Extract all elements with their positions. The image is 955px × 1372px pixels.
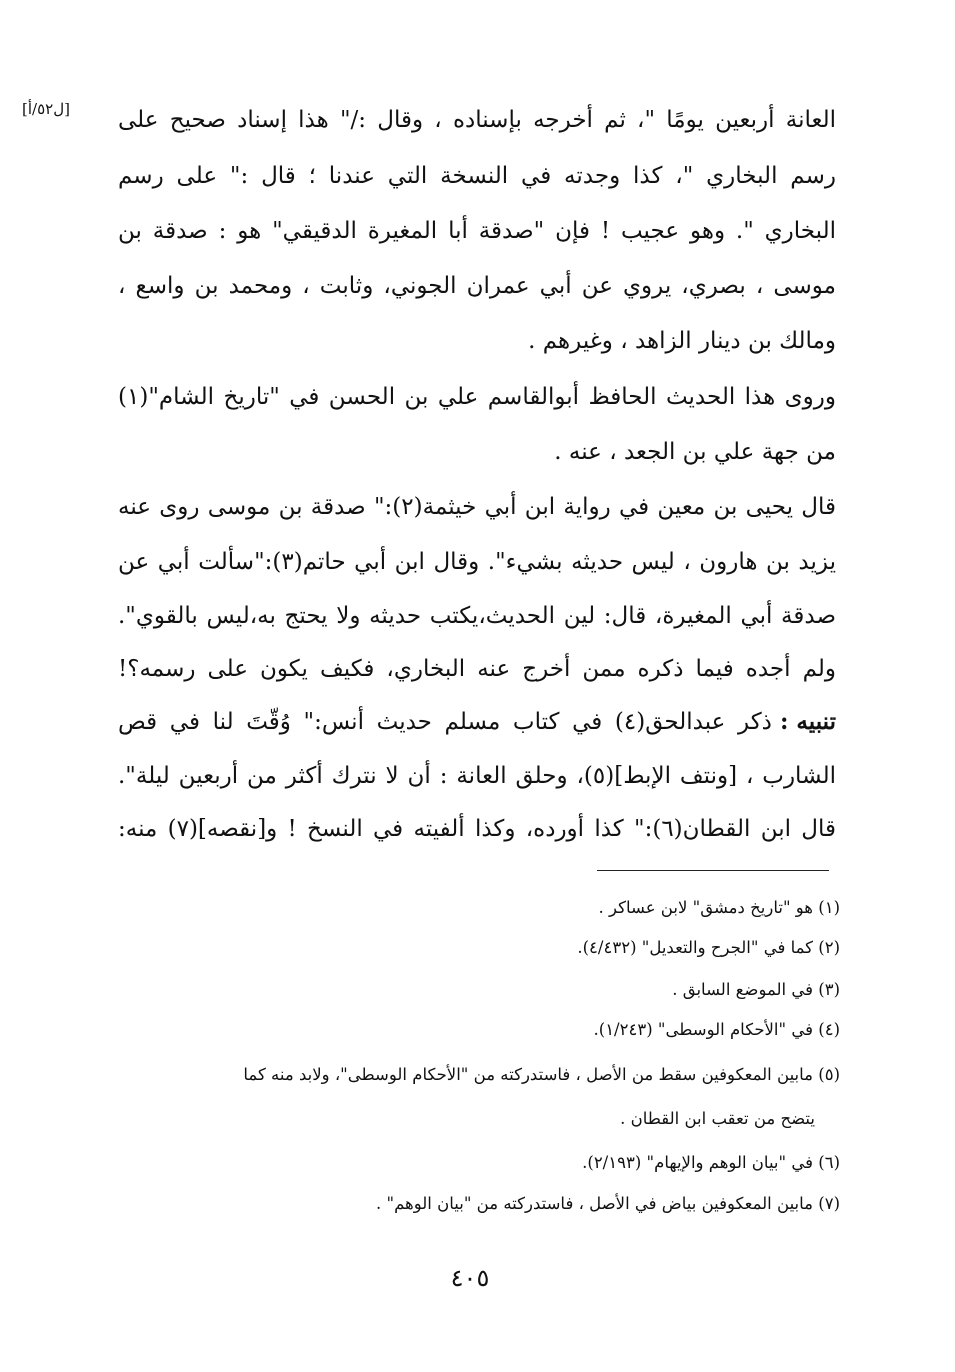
body-line-3: البخاري ". وهو عجيب ! فإن "صدقة أبا المغيرة الدقيقي" هو : صدقة بن bbox=[118, 218, 836, 244]
manuscript-folio-marker: [ل٥٢/أ] bbox=[22, 100, 70, 118]
body-line-2: رسم البخاري "، كذا وجدته في النسخة التي عندنا ؛ قال :" على رسم bbox=[118, 163, 836, 189]
footnote-5-continued: يتضح من تعقب ابن القطان . bbox=[620, 1109, 815, 1128]
footnote-2: (٢) كما في "الجرح والتعديل" (٤/٤٣٢). bbox=[577, 938, 840, 957]
body-line-5: ومالك بن دينار الزاهد ، وغيرهم . bbox=[528, 328, 836, 354]
body-line-12-text: ذكر عبدالحق(٤) في كتاب مسلم حديث أنس:" وُقّتَ لنا في قص bbox=[118, 709, 772, 735]
footnote-1: (١) هو "تاريخ دمشق" لابن عساكر . bbox=[598, 898, 840, 917]
body-line-8: قال يحيى بن معين في رواية ابن أبي خيثمة(٢):" صدقة بن موسى روى عنه bbox=[118, 494, 836, 520]
footnote-separator bbox=[597, 870, 829, 871]
body-line-11: ولم أجده فيما ذكره ممن أخرج عنه البخاري، فكيف يكون على رسمه؟! bbox=[118, 656, 836, 682]
body-line-10: صدقة أبي المغيرة، قال: لين الحديث،يكتب حديثه ولا يحتج به،ليس بالقوي". bbox=[118, 603, 836, 629]
body-line-1: العانة أربعين يومًا "، ثم أخرجه بإسناده ، وقال :/" هذا إسناد صحيح على bbox=[118, 107, 836, 133]
page-number: ٤٠٥ bbox=[450, 1264, 490, 1292]
footnote-5: (٥) مابين المعكوفين سقط من الأصل ، فاستدركته من "الأحكام الوسطى"، ولابد منه كما bbox=[243, 1065, 840, 1084]
footnote-3: (٣) في الموضع السابق . bbox=[672, 980, 840, 999]
body-line-6: وروى هذا الحديث الحافظ أبوالقاسم علي بن الحسن في "تاريخ الشام"(١) bbox=[118, 384, 836, 410]
body-line-14: قال ابن القطان(٦):" كذا أورده، وكذا ألفيته في النسخ ! و[نقصه](٧) منه: bbox=[118, 816, 836, 842]
footnote-6: (٦) في "بيان الوهم والإيهام" (٢/١٩٣). bbox=[582, 1153, 840, 1172]
body-line-4: موسى ، بصري، يروي عن أبي عمران الجوني، وثابت ، ومحمد بن واسع ، bbox=[118, 273, 836, 299]
footnote-7: (٧) مابين المعكوفين بياض في الأصل ، فاستدركته من "بيان الوهم" . bbox=[375, 1194, 840, 1213]
body-line-13: الشارب ، [ونتف الإبط](٥)، وحلق العانة : أن لا نترك أكثر من أربعين ليلة". bbox=[118, 763, 836, 789]
body-line-9: يزيد بن هارون ، ليس حديثه بشيء". وقال ابن أبي حاتم(٣):"سألت أبي عن bbox=[118, 549, 836, 575]
body-line-12 bbox=[118, 706, 836, 738]
body-line-7: من جهة علي بن الجعد ، عنه . bbox=[554, 439, 836, 465]
tanbih-label: تنبيه : bbox=[779, 708, 836, 735]
footnote-4: (٤) في "الأحكام الوسطى" (١/٢٤٣). bbox=[593, 1020, 840, 1039]
